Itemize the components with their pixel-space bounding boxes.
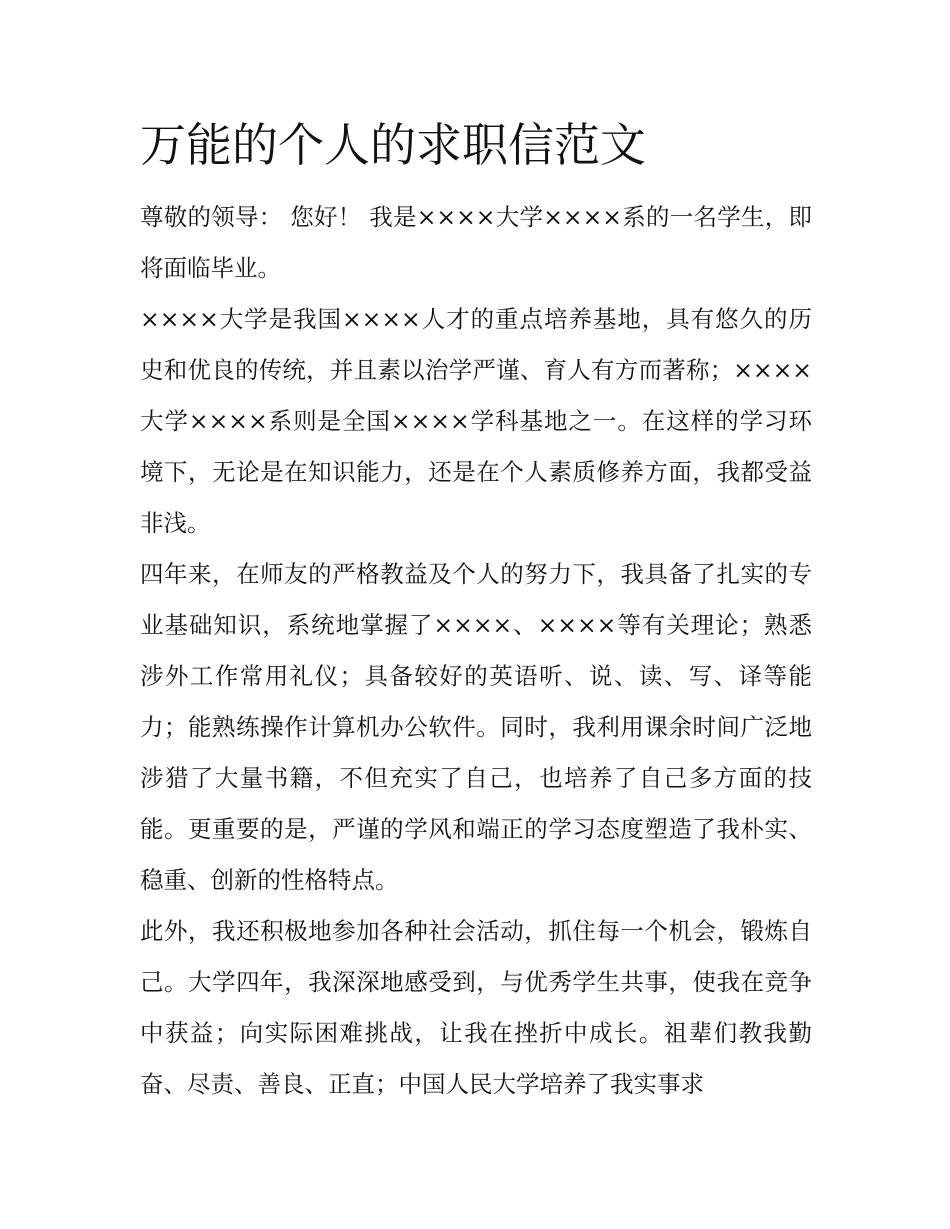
paragraph-activities: 此外，我还积极地参加各种社会活动，抓住每一个机会，锻炼自己。大学四年，我深深地感受到，与优秀学生共事，使我在竞争中获益；向实际困难挑战，让我在挫折中成长。祖辈们教我勤奋、尽责、善良、正直；中国人民大学培养了我实事求 (140, 917, 812, 1098)
paragraph-university: ××××大学是我国××××人才的重点培养基地，具有悠久的历史和优良的传统，并且素以治学严谨、育人有方而著称；××××大学××××系则是全国××××学科基地之一。在这样的学习环境下，无论是在知识能力，还是在个人素质修养方面，我都受益非浅。 (140, 305, 812, 537)
document-body (140, 112, 812, 1110)
document-title: 万能的个人的求职信范文 (140, 118, 646, 172)
paragraph-greeting: 尊敬的领导： 您好！ 我是××××大学××××系的一名学生，即将面临毕业。 (140, 203, 812, 282)
paragraph-skills: 四年来，在师友的严格教益及个人的努力下，我具备了扎实的专业基础知识，系统地掌握了××××、××××等有关理论；熟悉涉外工作常用礼仪；具备较好的英语听、说、读、写、译等能力；能熟练操作计算机办公软件。同时，我利用课余时间广泛地涉猎了大量书籍，不但充实了自己，也培养了自己多方面的技能。更重要的是，严谨的学风和端正的学习态度塑造了我朴实、稳重、创新的性格特点。 (140, 560, 812, 894)
